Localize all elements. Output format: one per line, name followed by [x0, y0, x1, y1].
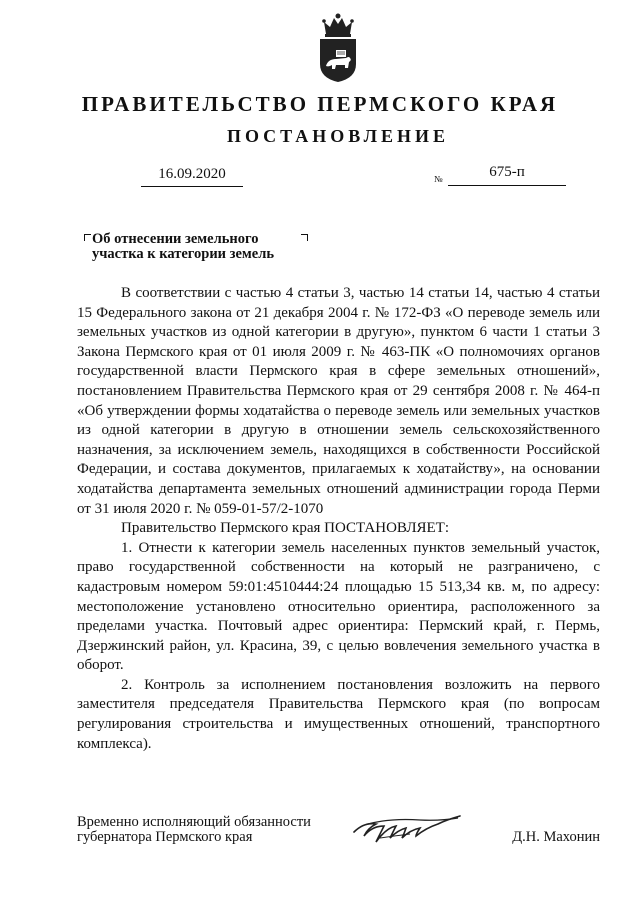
document-type: ПОСТАНОВЛЕНИЕ — [226, 126, 450, 146]
coat-of-arms-icon — [316, 12, 360, 84]
subject-corner-right — [301, 234, 308, 241]
clause-1-paragraph: 1. Отнести к категории земель населенных пунктов земельный участок, право государственной собственности на который не разграничено, с кадастровым номером 59:01:4510444:24 площадью 15 513,34 кв. м, по адресу: местоположение установлено относительно ориентира, расположенного за пределами участка. Почтовый адрес ориентира: Пермский край, г. Пермь, Дзержинский район, ул. Красина, 39, с целью вовлечения земельного участка в оборот. — [77, 539, 600, 674]
position-line-2: губернатора Пермского края — [77, 829, 253, 845]
subject-line-2: участка к категории земель — [92, 246, 275, 262]
document-number: 675-п — [448, 164, 566, 186]
signatory-position — [77, 815, 311, 845]
signature-icon — [350, 808, 466, 852]
document-body — [77, 284, 600, 754]
preamble-paragraph: В соответствии с частью 4 статьи 3, частью 14 статьи 14, частью 4 статьи 15 Федерального закона от 21 декабря 2004 г. № 172-ФЗ «О переводе земель или земельных участков из одной категории в другую», пунктом 6 части 1 статьи 3 Закона Пермского края от 01 июля 2009 г. № 463-ПК «О полномочиях органов государственной власти Пермского края в сфере земельных отношений», постановлением Правительства Пермского края от 29 сентября 2008 г. № 464-п «Об утверждении формы ходатайства о переводе земель или земельных участков из одной категории в другую в отношении земель сельскохозяйственного назначения, за исключением земель, находящихся в собственности Российской Федерации, и состава документов, прилагаемых к ходатайству», на основании ходатайства департамента земельных отношений администрации города Перми от 31 июля 2020 г. № 059-01-57/2-1070 — [77, 285, 600, 517]
position-line-1: Временно исполняющий обязанности — [77, 814, 311, 830]
government-title: ПРАВИТЕЛЬСТВО ПЕРМСКОГО КРАЯ — [81, 92, 559, 116]
subject-line-1: Об отнесении земельного — [92, 231, 259, 247]
document-subject — [92, 232, 274, 262]
number-label: № — [434, 174, 443, 184]
document-date: 16.09.2020 — [141, 166, 243, 187]
resolution-paragraph: Правительство Пермского края ПОСТАНОВЛЯЕТ: — [121, 520, 450, 537]
subject-corner-left — [84, 234, 91, 241]
signatory-name: Д.Н. Махонин — [512, 829, 600, 845]
clause-2-paragraph: 2. Контроль за исполнением постановления возложить на первого заместителя председателя Правительства Пермского края (по вопросам регулирования строительства и имущественных отношений, транспортного комплекса). — [77, 676, 600, 752]
